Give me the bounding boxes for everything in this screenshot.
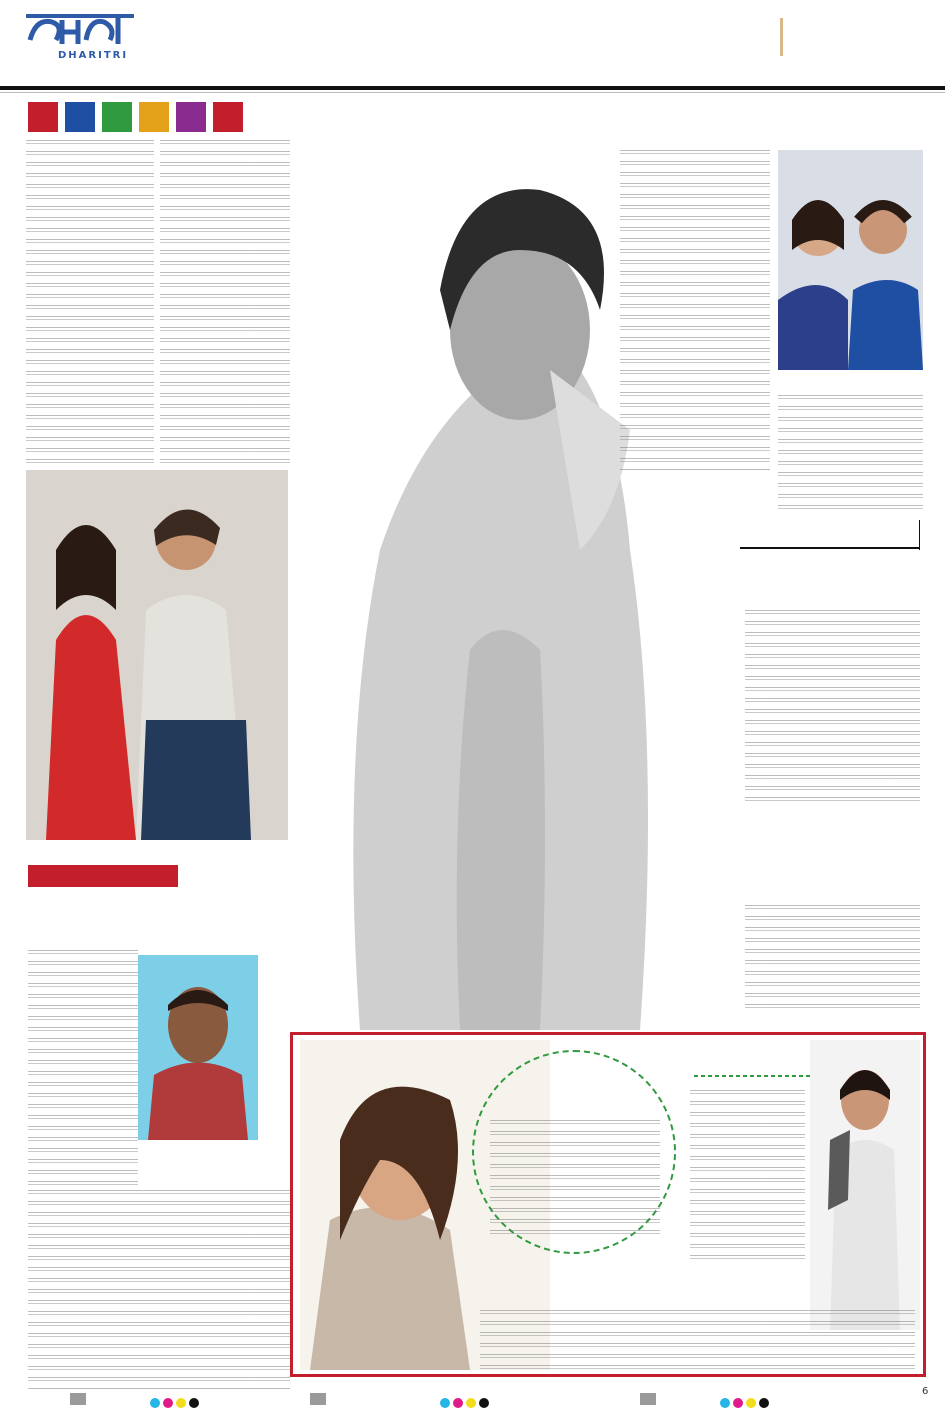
registration-swatch [640,1393,656,1405]
registration-swatch [310,1393,326,1405]
article-body [28,1190,290,1390]
masthead-rule [0,86,945,90]
article-body [690,1090,805,1260]
section-label-box [740,520,920,550]
registration-swatch [70,1393,86,1405]
logo-subtitle: DHARITRI [58,50,129,61]
tag-letter [102,102,132,132]
section-box [780,18,923,56]
footer-page-number: 6 [922,1386,929,1397]
registration-dots [150,1393,202,1412]
article-body [480,1310,915,1370]
article-body [28,950,138,1190]
article-body [490,1120,660,1240]
article-body [160,140,290,470]
tag-letter [176,102,206,132]
tag-letter [213,102,243,132]
print-registration-strip [0,1385,945,1411]
ranveer-photo [810,1040,920,1330]
opera-section-tag [28,865,178,887]
khabar-tag-row [28,102,290,134]
ashutosh-photo [138,955,258,1140]
registration-dots [440,1393,492,1412]
newspaper-logo [26,10,136,52]
couple-photo-right [778,150,923,370]
registration-dots [720,1393,772,1412]
article-body [745,905,920,1015]
tag-letter [65,102,95,132]
article-body [620,150,770,470]
couple-photo [26,470,288,840]
tag-letter [28,102,58,132]
masthead [0,0,945,92]
article-body [26,140,154,500]
article-body [778,395,923,515]
article-body [745,610,920,805]
masthead-rule-thin [0,92,945,93]
tag-letter [139,102,169,132]
